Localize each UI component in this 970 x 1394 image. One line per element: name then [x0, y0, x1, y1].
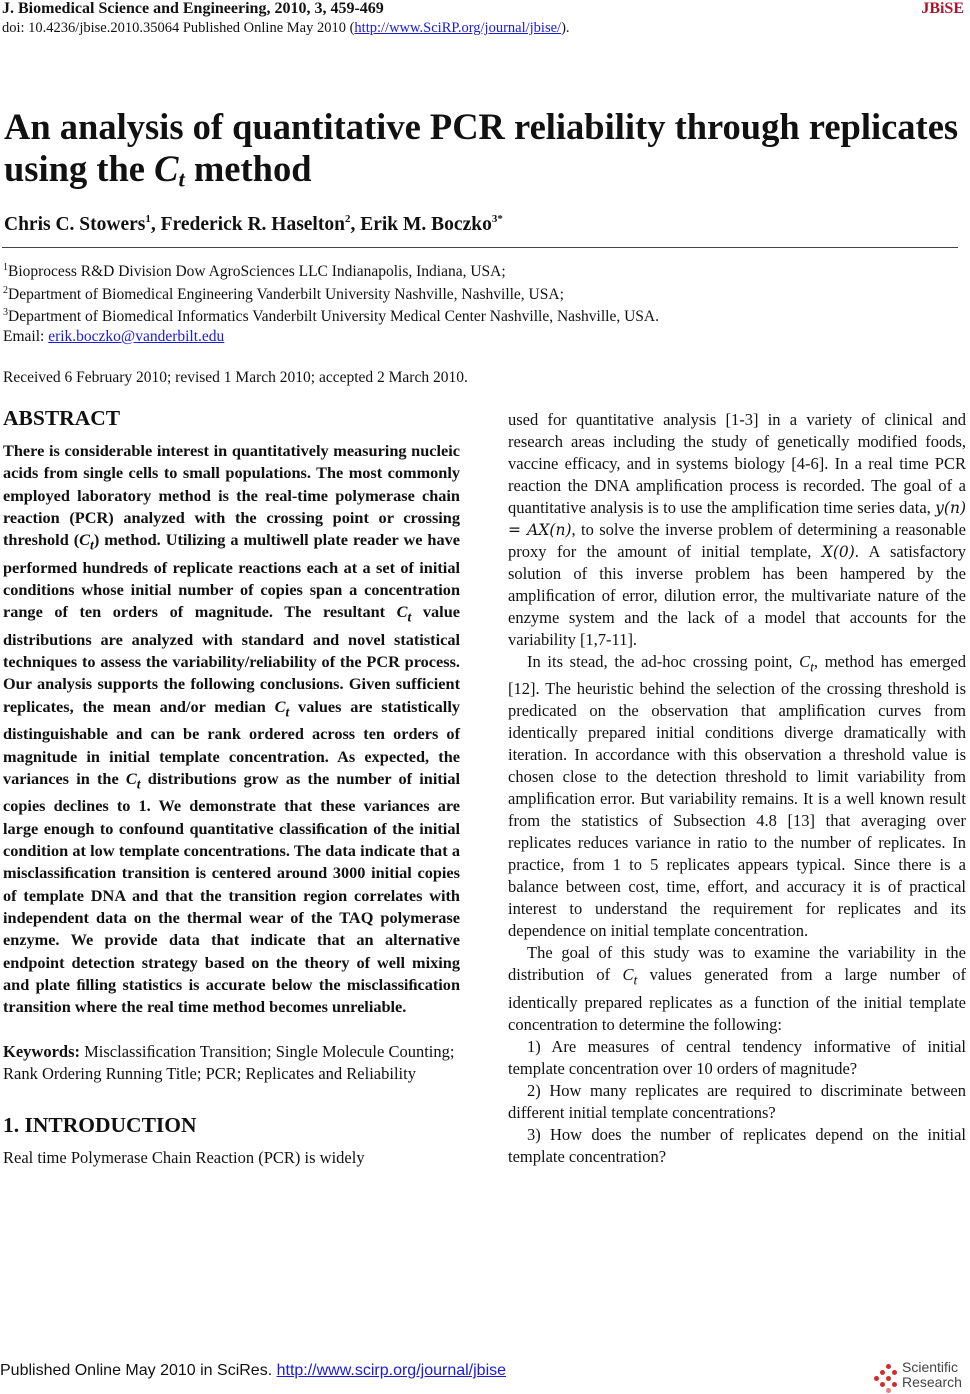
paragraph: [508, 651, 966, 942]
author-name: Frederick R. Haselton: [160, 214, 345, 235]
paragraph: [508, 409, 966, 651]
paragraph-text: used for quantitative analysis [1-3] in a variety of clinical and research areas including the study of genetically modified foods, vaccine efficacy, and in systems biology [4-6]. In a real time PCR reaction the DNA ampliﬁcation process is recorded. The goal of a quantitative analysis is to use the amplification time series data,: [508, 410, 966, 517]
author-name: Erik M. Boczko: [360, 214, 492, 235]
affiliation: [3, 262, 506, 281]
affiliation-text: Department of Biomedical Informatics Vanderbilt University Medical Center Nashville, Nashville, USA.: [8, 308, 659, 325]
paragraph-text: The goal of this study was to examine the variability in the distribution of: [508, 943, 966, 985]
author-affil-ref: 1: [145, 213, 151, 225]
logo-dots-icon: [874, 1364, 900, 1390]
paragraph-text: , to solve the inverse problem of determining a reasonable proxy for the amount of initial template,: [508, 520, 966, 561]
doi-link[interactable]: http://www.SciRP.org/journal/jbise/: [354, 20, 562, 36]
affiliation: [3, 285, 564, 304]
affiliation-text: Department of Biomedical Engineering Vanderbilt University Nashville, Nashville, USA;: [8, 286, 564, 303]
logo-text: [902, 1360, 962, 1390]
ct-symbol: $C_t$: [79, 530, 94, 553]
header-rule: [2, 247, 958, 248]
intro-paragraph: Real time Polymerase Chain Reaction (PCR) is widely: [3, 1148, 365, 1168]
author-sep: ,: [350, 214, 361, 235]
affiliation-number: 3: [3, 307, 8, 318]
author-name: Chris C. Stowers: [4, 214, 146, 235]
doi-suffix: ).: [561, 20, 570, 36]
author-affil-ref: 2: [344, 213, 351, 225]
question-item: 3) How does the number of replicates depend on the initial template concentration?: [508, 1124, 966, 1166]
paragraph-text: , method has emerged [12]. The heuristic behind the selection of the crossing threshold is predicated on the observation that ampliﬁcation curves from identically prepared initial conditions diverge dramatically with iteration. In accordance with this observation a threshold value is chosen close to the detection threshold to limit variability from ampliﬁcation error. But variability remains. It is a well known result from the statistics of Subsection 4.8 [13] that averaging over replicates reduces variance in ratio to the number of replicates. In practice, from 1 to 5 replicates appears typical. Since there is a balance between cost, time, effort, and accuracy it is of practical interest to understand the requirement for replicates and its dependence on initial template concentration.: [508, 652, 966, 941]
abstract-text: There is considerable interest in quantitatively measuring nucleic acids from single cells to small populations. The most commonly employed laboratory method is the real-time polymerase chain reaction (PCR) analyzed with the crossing point or crossing threshold (: [3, 441, 460, 550]
doi-prefix: doi: 10.4236/jbise.2010.35064 Published Online May 2010 (: [2, 20, 355, 36]
question-item: 1) Are measures of central tendency informative of initial template concentration over 10 orders of magnitude?: [508, 1036, 966, 1078]
title-ct-subscript: t: [178, 166, 185, 192]
keywords-text: Misclassiﬁcation Transition; Single Molecule Counting; Rank Ordering Running Title; PCR; Replicates and Reliability: [3, 1042, 455, 1084]
abstract-text: value distributions are analyzed with standard and novel statistical techniques to assess the variability/reliability of the PCR process. Our analysis supports the following conclusions. Given sufficient replicates, the mean and/or median: [3, 602, 460, 716]
author-list: [4, 213, 503, 236]
ct-symbol: $C_t$: [396, 602, 412, 625]
author-sep: ,: [150, 214, 161, 235]
footer-text: Published Online May 2010 in SciRes.: [0, 1362, 277, 1379]
affiliation: [3, 307, 659, 326]
affiliation-number: 1: [3, 262, 8, 273]
ct-symbol: $C_t$: [799, 652, 814, 675]
logo-line: Research: [902, 1374, 962, 1390]
abstract-text: ) method. Utilizing a multiwell plate reader we have performed hundreds of replicate reactions each at a set of initial conditions whose initial number of copies span a concentration range of ten orders of magnitude. The resultant: [3, 530, 460, 622]
ct-symbol: $C_t$: [125, 768, 141, 792]
equation: y(n) = AX(n): [508, 499, 966, 539]
doi-line: [2, 20, 570, 37]
journal-badge: JBiSE: [921, 0, 964, 17]
keywords: [3, 1041, 460, 1085]
ct-symbol: $C_t$: [622, 965, 638, 988]
email-line: [3, 328, 224, 346]
footer: [0, 1362, 506, 1380]
paragraph-text: values generated from a large number of identically prepared replicates as a function of the initial template concentration to determine the following:: [508, 965, 966, 1034]
left-column: [3, 404, 460, 1169]
title-ct-symbol: C: [154, 148, 179, 189]
scientific-research-logo: [874, 1360, 966, 1394]
section-heading-introduction: 1. INTRODUCTION: [3, 1113, 197, 1138]
received-dates: Received 6 February 2010; revised 1 March 2010; accepted 2 March 2010.: [3, 369, 468, 386]
ct-symbol: $C_t$: [274, 696, 290, 720]
title-text: An analysis of quantitative PCR reliability through replicates using the: [4, 106, 959, 189]
equation: X(0): [821, 543, 855, 561]
paper-title: [4, 106, 964, 201]
keywords-label: Keywords:: [3, 1042, 80, 1062]
paragraph-text: In its stead, the ad-hoc crossing point,: [527, 652, 800, 671]
paragraph: [508, 942, 966, 1035]
email-link[interactable]: erik.boczko@vanderbilt.edu: [48, 328, 225, 345]
title-text-end: method: [184, 148, 312, 189]
abstract-body: [3, 440, 460, 1018]
author-affil-ref: 3*: [491, 213, 503, 225]
right-column: [508, 409, 966, 1168]
email-label: Email:: [3, 328, 49, 345]
footer-link[interactable]: http://www.scirp.org/journal/jbise: [276, 1362, 507, 1379]
journal-header: J. Biomedical Science and Engineering, 2010, 3, 459-469: [2, 0, 384, 17]
affiliation-number: 2: [3, 285, 8, 296]
abstract-heading: ABSTRACT: [3, 406, 121, 430]
abstract-text: values are statistically distinguishable and can be rank ordered across ten orders of magnitude in initial template concentration. As expected, the variances in the: [3, 696, 460, 788]
question-item: 2) How many replicates are required to discriminate between different initial template concentrations?: [508, 1080, 966, 1122]
affiliation-text: Bioprocess R&D Division Dow AgroSciences LLC Indianapolis, Indiana, USA;: [8, 263, 506, 280]
paragraph-text: . A satisfactory solution of this inverse problem has been hampered by the ampliﬁcation of error, dilution error, the multivariate nature of the enzyme system and the lack of a model that accounts for the variability [1,7-11].: [508, 542, 966, 649]
logo-line: Scientific: [902, 1359, 959, 1375]
abstract-text: distributions grow as the number of initial copies declines to 1. We demonstrate that these variances are large enough to confound quantitative classiﬁcation of the initial condition at low template concentrations. The data indicate that a misclassiﬁcation transition is centered around 3000 initial copies of template DNA and that the transition region correlates with independent data on the thermal wear of the TAQ polymerase enzyme. We provide data that indicate that an alternative endpoint detection strategy based on the theory of well mixing and plate ﬁlling statistics is accurate below the misclassiﬁcation transition where the real time method becomes unreliable.: [3, 768, 460, 1017]
